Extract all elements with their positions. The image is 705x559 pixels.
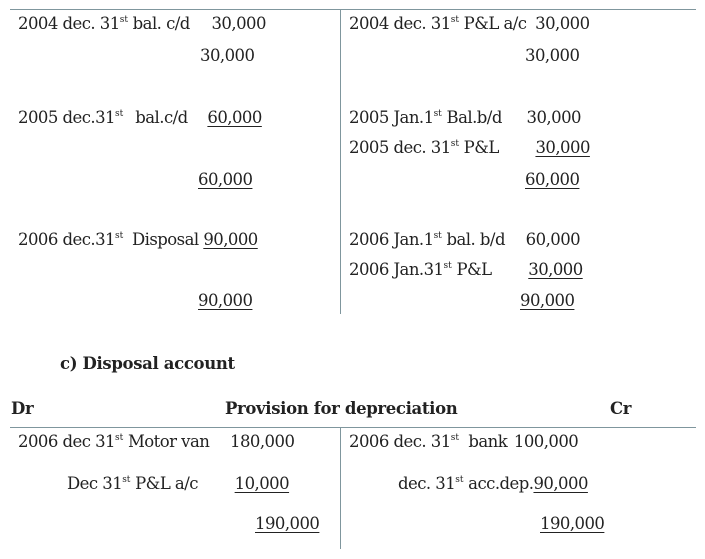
ledger-1-credit-row-2006a: 2006 Jan.1st bal. b/d 60,000 — [349, 230, 581, 249]
ledger-1-top-rule — [10, 9, 696, 10]
amount: 30,000 — [535, 138, 590, 157]
ledger-1-credit-row-2005b: 2005 dec. 31st P&L 30,000 — [349, 138, 590, 157]
ledger-1-debit-total-2006: 90,000 — [198, 291, 253, 310]
section-heading: c) Disposal account — [60, 354, 235, 373]
ledger-1-credit-total-2006: 90,000 — [520, 291, 575, 310]
ledger-1-divider — [340, 9, 341, 314]
ledger-2-title: Provision for depreciation — [225, 399, 458, 418]
amount: 90,000 — [533, 474, 588, 493]
amount: 30,000 — [526, 108, 581, 127]
ledger-2-credit-row-2: dec. 31st acc.dep.90,000 — [398, 474, 588, 493]
ledger-2-credit-row-1: 2006 dec. 31st bank 100,000 — [349, 432, 579, 451]
ledger-2-credit-total: 190,000 — [540, 514, 605, 533]
ledger-2-cr-label: Cr — [610, 399, 632, 418]
amount: 100,000 — [513, 432, 579, 451]
ledger-1-debit-row-2005: 2005 dec.31st bal.c/d 60,000 — [18, 108, 262, 127]
ledger-1-debit-total-2005: 60,000 — [198, 170, 253, 189]
ledger-2-dr-label: Dr — [11, 399, 34, 418]
ledger-1-debit-total-2004: 30,000 — [200, 46, 255, 65]
amount: 60,000 — [525, 230, 581, 249]
ledger-1-credit-row-2005a: 2005 Jan.1st Bal.b/d 30,000 — [349, 108, 581, 127]
amount: 60,000 — [207, 108, 262, 127]
ledger-1-credit-row-2006b: 2006 Jan.31st P&L 30,000 — [349, 260, 583, 279]
ledger-2-top-rule — [10, 427, 696, 428]
ledger-2-debit-row-2: Dec 31st P&L a/c 10,000 — [67, 474, 290, 493]
ledger-1-debit-row-2006: 2006 dec.31st Disposal 90,000 — [18, 230, 258, 249]
ledger-1-credit-total-2005: 60,000 — [525, 170, 580, 189]
ledger-2-debit-row-1: 2006 dec 31st Motor van 180,000 — [18, 432, 295, 451]
ledger-1-credit-total-2004: 30,000 — [525, 46, 580, 65]
amount: 30,000 — [211, 14, 266, 33]
amount: 10,000 — [234, 474, 290, 493]
amount: 90,000 — [203, 230, 258, 249]
ledger-1-credit-row-2004: 2004 dec. 31st P&L a/c 30,000 — [349, 14, 590, 33]
ledger-2-debit-total: 190,000 — [255, 514, 320, 533]
amount: 30,000 — [528, 260, 583, 279]
amount: 30,000 — [535, 14, 590, 33]
ledger-1-debit-row-2004: 2004 dec. 31st bal. c/d 30,000 — [18, 14, 266, 33]
amount: 180,000 — [230, 432, 295, 451]
ledger-2-divider — [340, 427, 341, 549]
